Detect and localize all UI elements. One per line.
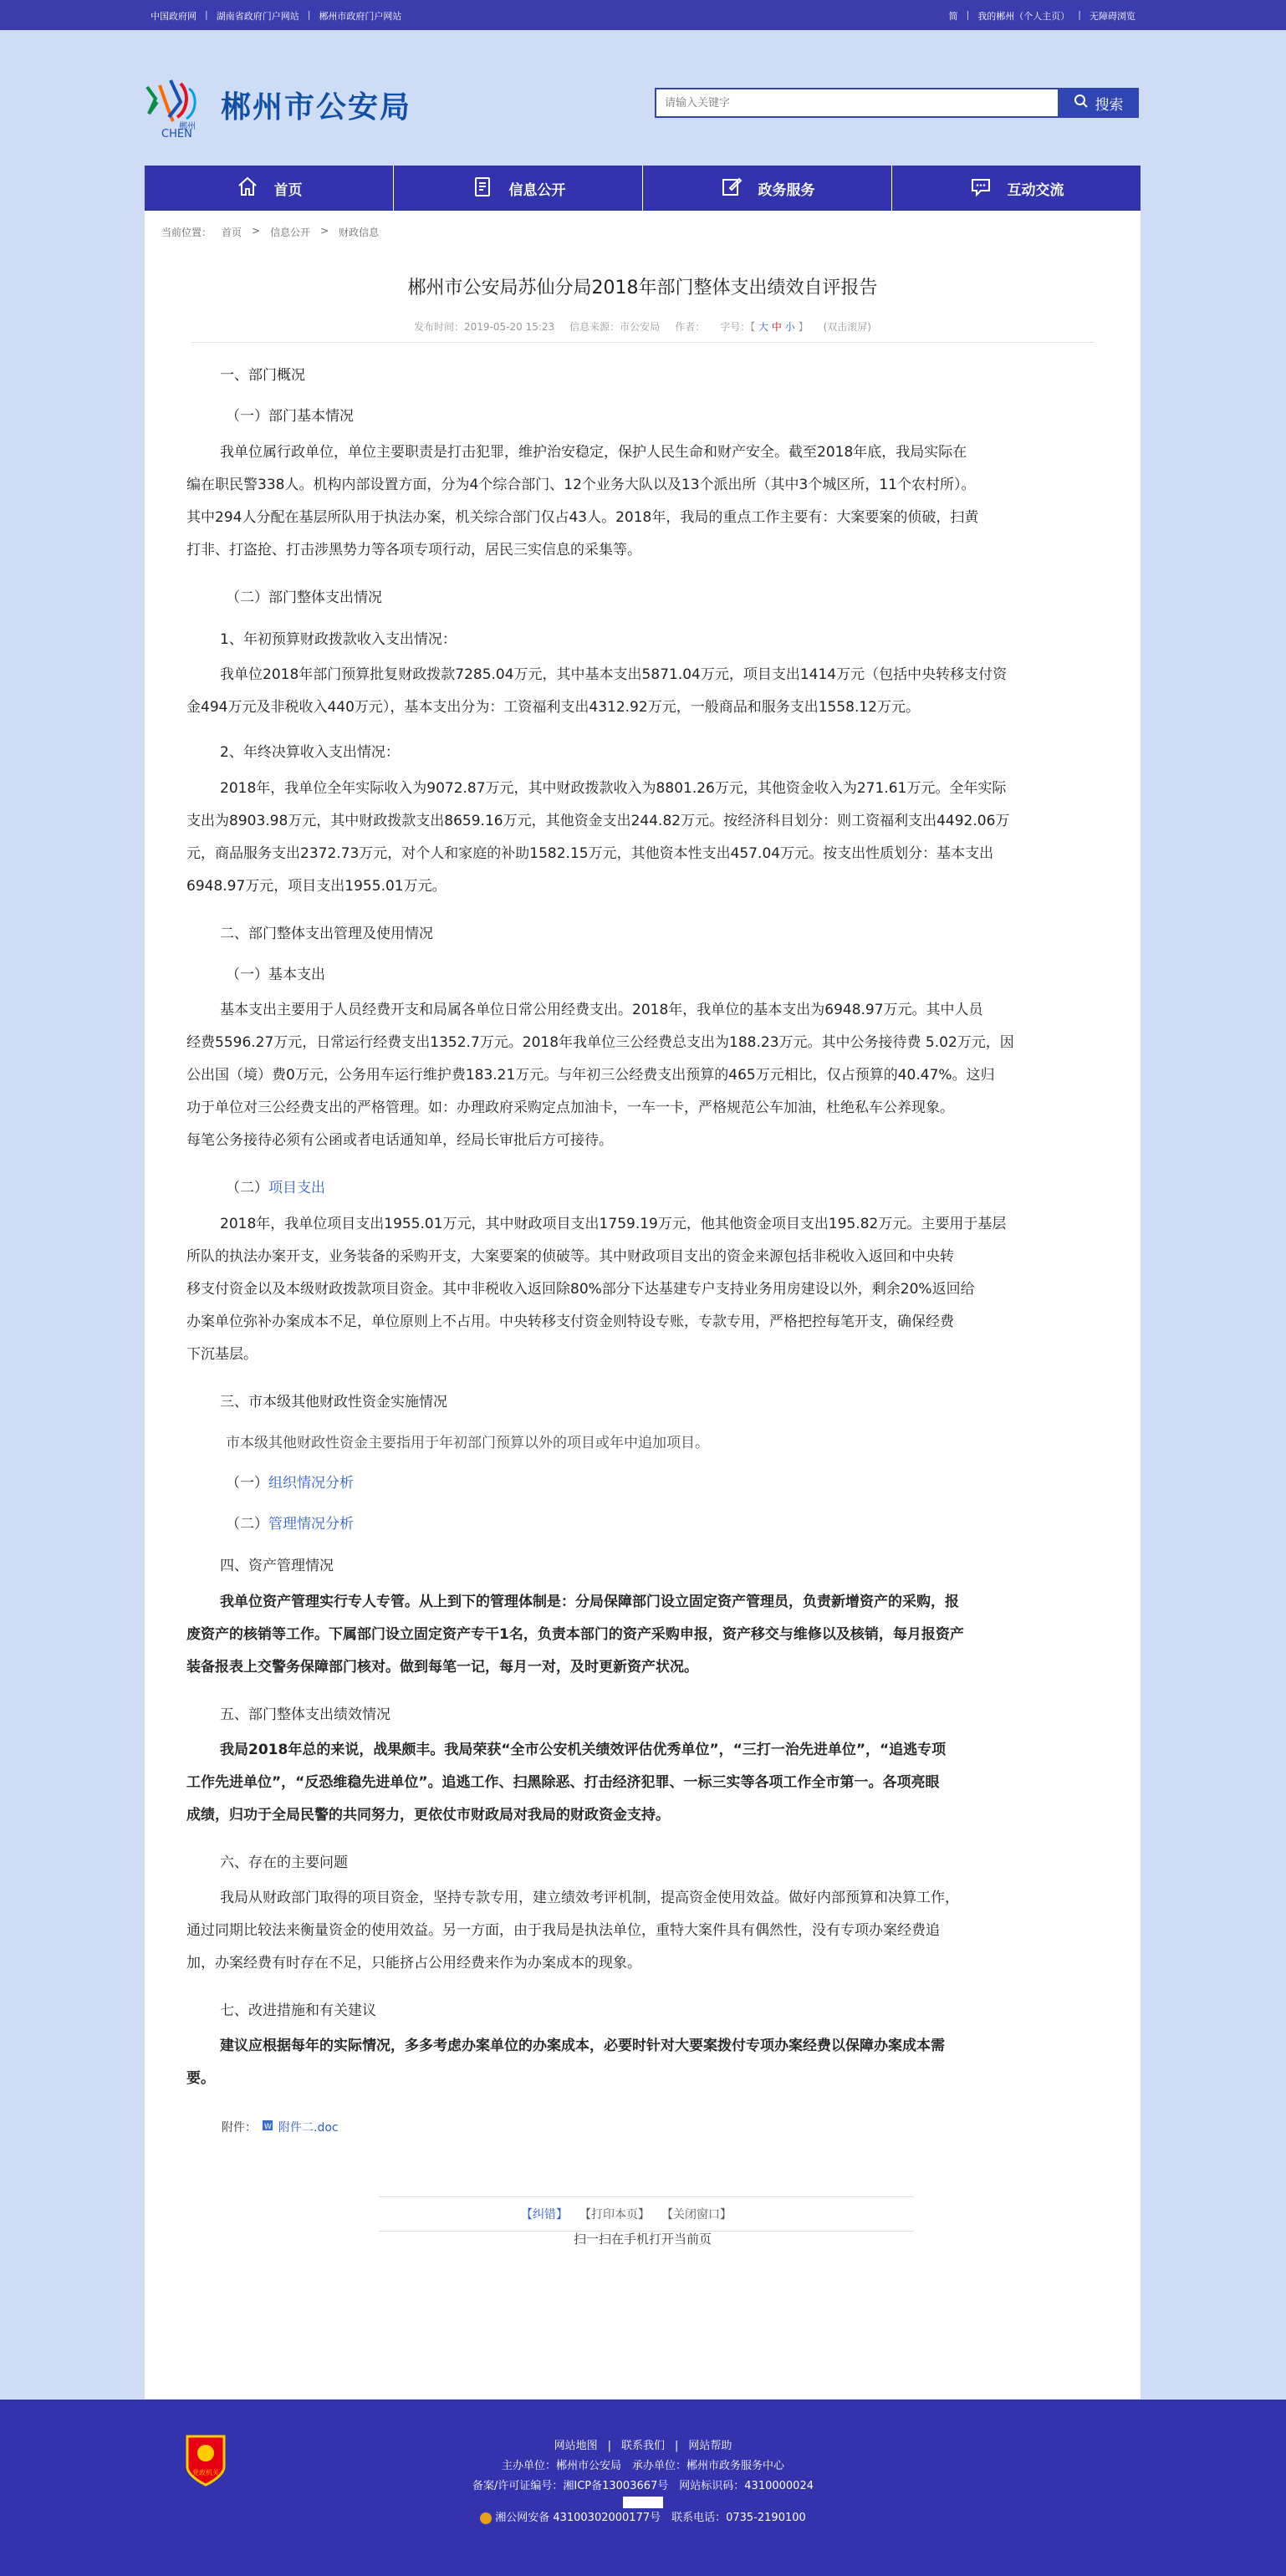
correct-button[interactable]: 【纠错】 xyxy=(521,2208,568,2221)
home-icon xyxy=(236,175,259,202)
breadcrumb-separator: > xyxy=(320,225,329,237)
breadcrumb-finance[interactable]: 财政信息 xyxy=(339,227,380,238)
attachment-link[interactable]: 附件二.doc xyxy=(278,2121,339,2135)
close-window-button[interactable]: 【关闭窗口】 xyxy=(661,2208,732,2221)
content-panel xyxy=(145,211,1141,2399)
font-size-label: 字号：【 xyxy=(720,321,756,333)
font-size-small[interactable]: 小 xyxy=(784,321,795,333)
article-title: 郴州市公安局苏仙分局2018年部门整体支出绩效自评报告 xyxy=(407,278,878,298)
paragraph-line: 移支付资金以及本级财政拨款项目资金。其中非税收入返回除80%部分下达基建专户支持业务用房建设以外，剩余20%返回给 xyxy=(186,1281,975,1298)
paragraph-line: 办案单位弥补办案成本不足，单位原则上不占用。中央转移支付资金则特设专账，专款专用，严格把控每笔开支，确保经费 xyxy=(186,1314,954,1330)
nav-service[interactable] xyxy=(643,166,892,211)
subsection-heading: （一）基本支出 xyxy=(226,967,325,983)
organization-analysis-link[interactable]: 组织情况分析 xyxy=(268,1475,354,1492)
publish-time: 发布时间：2019-05-20 15:23 xyxy=(414,321,555,333)
svg-text:党政机关: 党政机关 xyxy=(192,2469,219,2477)
paragraph-line: 公出国（境）费0万元，公务用车运行维护费183.21万元。与年初三公经费支出预算的465万元相比，仅占预算的40.47%。这归 xyxy=(186,1067,995,1084)
topbar-left-links xyxy=(151,9,401,23)
paragraph-line: 金494万元及非税收入440万元），基本支出分为：工资福利支出4312.92万元，一般商品和服务支出1558.12万元。 xyxy=(186,699,920,716)
link-hunan-gov[interactable]: 湖南省政府门户网站 xyxy=(216,11,299,22)
footer-info xyxy=(0,2436,1286,2528)
subsection-heading xyxy=(226,1176,325,1196)
search-box xyxy=(655,88,1067,118)
breadcrumb-separator: > xyxy=(252,225,261,237)
subsection-heading xyxy=(226,1471,354,1492)
breadcrumb xyxy=(161,225,379,239)
paragraph-line: 建议应根据每年的实际情况，多多考虑办案单位的办案成本，必要时针对大要案拨付专项办案经费以保障办案成本需 xyxy=(220,2038,945,2054)
subsection-heading xyxy=(226,1512,354,1533)
contact-link[interactable]: 联系我们 xyxy=(620,2440,665,2452)
nav-home[interactable] xyxy=(145,166,394,211)
police-record-text: 湘公网安备 43100302000177号 联系电话：0735-2190100 xyxy=(495,2512,806,2524)
section-heading: 五、部门整体支出绩效情况 xyxy=(220,1706,390,1723)
section-heading: 七、改进措施和有关建议 xyxy=(220,2002,376,2019)
double-click-scroll[interactable]: (双击滚屏) xyxy=(823,321,871,333)
paragraph-line: 要。 xyxy=(186,2070,215,2087)
separator: | xyxy=(1078,9,1081,20)
section-heading: 四、资产管理情况 xyxy=(220,1558,334,1574)
paragraph-line: 装备报表上交警务保障部门核对。做到每笔一记，每月一对，及时更新资产状况。 xyxy=(186,1659,698,1676)
police-record xyxy=(0,2508,1286,2528)
nav-interaction[interactable] xyxy=(892,166,1141,211)
help-link[interactable]: 网站帮助 xyxy=(688,2440,732,2452)
breadcrumb-info[interactable]: 信息公开 xyxy=(270,227,311,238)
attachment-row xyxy=(222,2119,339,2135)
logo-small-text: 郴州 xyxy=(179,122,196,131)
paragraph-line: 废资产的核销等工作。下属部门设立固定资产专干1名，负责本部门的资产采购申报，资产移交与维修以及核销，每月报资产 xyxy=(186,1626,964,1643)
font-size-end: 】 xyxy=(798,321,809,333)
section-heading: 一、部门概况 xyxy=(220,367,305,384)
breadcrumb-home[interactable]: 首页 xyxy=(222,227,242,238)
attachment-label: 附件： xyxy=(222,2121,257,2135)
footer xyxy=(0,2400,1286,2576)
item-heading: 2、年终决算收入支出情况： xyxy=(220,744,400,761)
item-heading: 1、年初预算财政拨款收入支出情况： xyxy=(220,631,457,648)
paragraph-line: 我单位资产管理实行专人专管。从上到下的管理体制是：分局保障部门设立固定资产管理员，负责新增资产的采购，报 xyxy=(220,1594,959,1610)
subsection-prefix: （二） xyxy=(226,1180,268,1196)
paragraph-line: 我单位属行政单位，单位主要职责是打击犯罪，维护治安稳定，保护人民生命和财产安全。截至2018年底，我局实际在 xyxy=(220,444,967,461)
author: 作者： xyxy=(675,321,706,333)
header xyxy=(140,60,1144,144)
paragraph-line: 经费5596.27万元，日常运行经费支出1352.7万元。2018年我单位三公经费总支出为188.23万元。其中公务接待费 5.02万元，因 xyxy=(186,1034,1014,1051)
font-size-large[interactable]: 大 xyxy=(758,321,769,333)
paragraph-line: 6948.97万元，项目支出1955.01万元。 xyxy=(186,878,447,895)
link-my-chenzhou[interactable]: 我的郴州（个人主页） xyxy=(977,11,1070,22)
separator: | xyxy=(205,9,208,20)
separator: | xyxy=(966,9,970,20)
paragraph-line: 加，办案经费有时存在不足，只能挤占公用经费来作为办案成本的现象。 xyxy=(186,1955,641,1972)
search-input[interactable] xyxy=(656,89,1065,116)
nav-info-label: 信息公开 xyxy=(508,181,566,199)
separator: | xyxy=(607,2440,611,2452)
paragraph-line: 成绩，归功于全局民警的共同努力，更依仗市财政局对我局的财政资金支持。 xyxy=(186,1807,670,1824)
footer-links xyxy=(0,2436,1286,2456)
paragraph-line: 我局2018年总的来说，战果颇丰。我局荣获“全市公安机关绩效评估优秀单位”，“三打一治先进单位”，“追逃专项 xyxy=(220,1742,947,1758)
paragraph-line: 我局从财政部门取得的项目资金，坚持专款专用，建立绩效考评机制，提高资金使用效益。做好内部预算和决算工作， xyxy=(220,1890,959,1906)
search-button-label: 搜索 xyxy=(1095,96,1124,114)
paragraph-line: 所队的执法办案开支，业务装备的采购开支，大案要案的侦破等。其中财政项目支出的资金来源包括非税收入返回和中央转 xyxy=(186,1248,954,1265)
page-tools xyxy=(379,2196,914,2232)
paragraph-line: 打非、打盗抢、打击涉黑势力等各项专项行动，居民三实信息的采集等。 xyxy=(186,542,641,559)
info-source: 信息来源：市公安局 xyxy=(569,321,661,333)
nav-home-label: 首页 xyxy=(273,181,303,199)
qr-hint: 扫一扫在手机打开当前页 xyxy=(573,2232,712,2247)
separator: | xyxy=(675,2440,679,2452)
subsection-heading: （二）部门整体支出情况 xyxy=(226,589,382,606)
divider xyxy=(191,342,1095,343)
record-info: 备案/许可证编号：湘ICP备13003667号 网站标识码：4310000024 xyxy=(472,2480,814,2492)
sitemap-link[interactable]: 网站地图 xyxy=(554,2440,598,2452)
management-analysis-link[interactable]: 管理情况分析 xyxy=(268,1516,354,1533)
paragraph-line: 编在职民警338人。机构内部设置方面，分为4个综合部门、12个业务大队以及13个派出所（其中3个城区所，11个农村所）。 xyxy=(186,477,976,493)
word-doc-icon xyxy=(262,2119,273,2135)
nav-interaction-label: 互动交流 xyxy=(1007,181,1064,199)
subsection-prefix: （一） xyxy=(226,1475,268,1492)
paragraph-line: 通过同期比较法来衡量资金的使用效益。另一方面，由于我局是执法单位，重特大案件具有偶然性，没有专项办案经费追 xyxy=(186,1922,940,1939)
search-icon xyxy=(1074,94,1089,113)
section-heading: 二、部门整体支出管理及使用情况 xyxy=(220,926,433,942)
subsection-heading: （一）部门基本情况 xyxy=(226,408,354,425)
paragraph-line: 元，商品服务支出2372.73万元，对个人和家庭的补助1582.15万元，其他资本性支出457.04万元。按支出性质划分：基本支出 xyxy=(186,845,994,862)
font-size-medium[interactable]: 中 xyxy=(771,321,782,333)
search-button[interactable] xyxy=(1058,88,1139,118)
link-gov-cn[interactable]: 中国政府网 xyxy=(151,11,196,22)
topbar-right-links xyxy=(949,9,1135,23)
subsection-prefix: （二） xyxy=(226,1516,268,1533)
paragraph-line: 功于单位对三公经费支出的严格管理。如：办理政府采购定点加油卡，一车一卡，严格规范公车加油，杜绝私车公养现象。 xyxy=(186,1099,954,1116)
project-expense-link[interactable]: 项目支出 xyxy=(268,1180,325,1196)
separator: | xyxy=(307,9,311,20)
section-heading: 六、存在的主要问题 xyxy=(220,1854,348,1871)
paragraph-line: 基本支出主要用于人员经费开支和局属各单位日常公用经费支出。2018年，我单位的基本支出为6948.97万元。其中人员 xyxy=(220,1002,983,1018)
paragraph-line: 2018年，我单位项目支出1955.01万元，其中财政项目支出1759.19万元，他其他资金项目支出195.82万元。主要用于基层 xyxy=(220,1216,1007,1232)
police-icon xyxy=(480,2512,492,2524)
svg-text:W: W xyxy=(264,2123,272,2131)
paragraph-line: 支出为8903.98万元，其中财政拨款支出8659.16万元，其他资金支出244.82万元。按经济科目划分：则工资福利支出4492.06万 xyxy=(186,813,1010,829)
nav-service-label: 政务服务 xyxy=(758,181,815,199)
svg-text:CHEN: CHEN xyxy=(161,128,192,140)
paragraph-line: 其中294人分配在基层所队用于执法办案，机关综合部门仅占43人。2018年，我局的重点工作主要有：大案要案的侦破，扫黄 xyxy=(186,509,979,526)
font-size-control xyxy=(720,319,808,334)
chat-icon xyxy=(969,175,993,202)
print-button[interactable]: 【打印本页】 xyxy=(579,2208,650,2221)
edit-icon xyxy=(720,175,743,202)
paragraph-line: 工作先进单位”，“反恐维稳先进单位”。追逃工作、扫黑除恶、打击经济犯罪、一标三实等各项工作全市第一。各项亮眼 xyxy=(186,1774,940,1791)
link-simplified[interactable]: 简 xyxy=(948,11,958,22)
error-badge[interactable] xyxy=(0,2497,1286,2508)
site-logo[interactable] xyxy=(140,69,212,140)
breadcrumb-label: 当前位置： xyxy=(161,227,212,238)
paragraph-line: 市本级其他财政性资金主要指用于年初部门预算以外的项目或年中追加项目。 xyxy=(226,1435,709,1451)
link-chenzhou-gov[interactable]: 郴州市政府门户网站 xyxy=(319,11,402,22)
nav-info[interactable] xyxy=(394,166,643,211)
paragraph-line: 2018年，我单位全年实际收入为9072.87万元，其中财政拨款收入为8801.26万元，其他资金收入为271.61万元。全年实际 xyxy=(220,780,1007,797)
article-meta xyxy=(145,319,1141,334)
paragraph-line: 下沉基层。 xyxy=(186,1346,258,1363)
link-accessibility[interactable]: 无障碍浏览 xyxy=(1090,11,1135,22)
paragraph-line: 每笔公务接待必须有公函或者电话通知单，经局长审批后方可接待。 xyxy=(186,1132,613,1149)
section-heading: 三、市本级其他财政性资金实施情况 xyxy=(220,1394,447,1410)
document-icon xyxy=(471,175,494,202)
main-nav xyxy=(145,166,1141,211)
host-info: 主办单位：郴州市公安局 承办单位：郴州市政务服务中心 xyxy=(501,2460,784,2472)
paragraph-line: 我单位2018年部门预算批复财政拨款7285.04万元，其中基本支出5871.04万元，项目支出1414万元（包括中央转移支付资 xyxy=(220,666,1008,683)
topbar xyxy=(0,0,1286,30)
site-title: 郴州市公安局 xyxy=(221,90,412,125)
